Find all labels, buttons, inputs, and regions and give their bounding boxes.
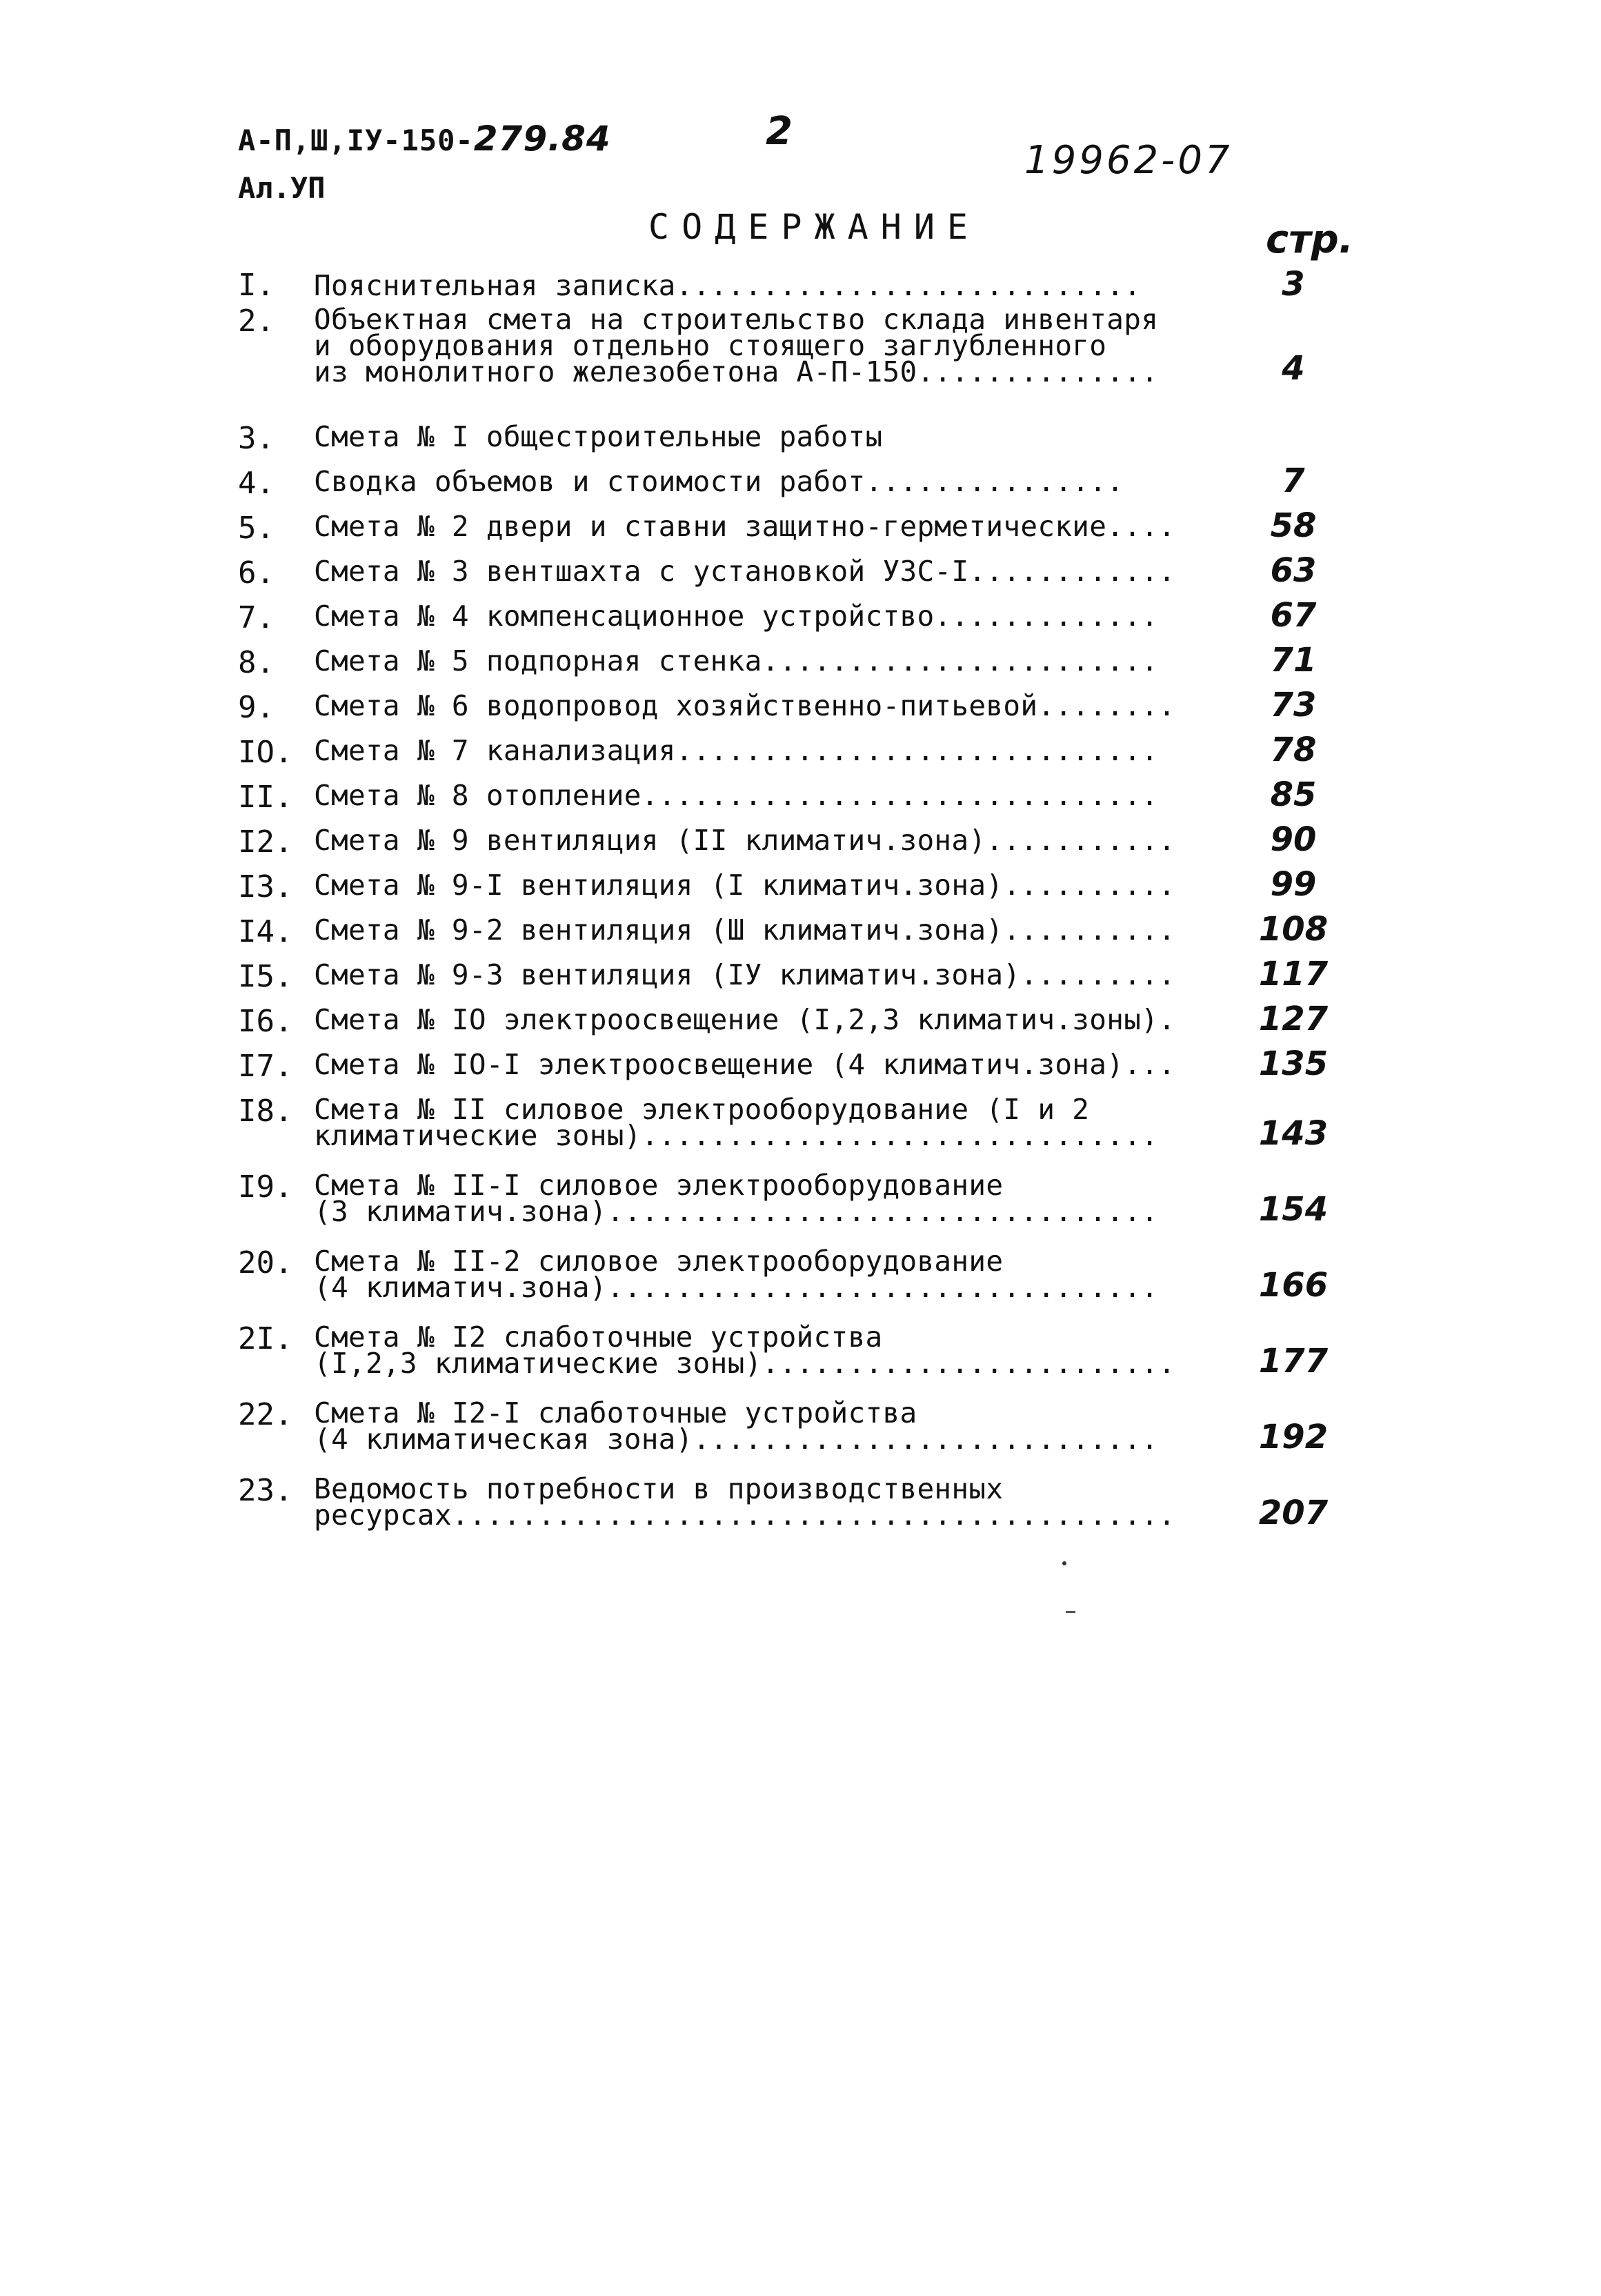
stray-mark-dot xyxy=(1062,1561,1066,1565)
toc-item-number: 7. xyxy=(238,600,275,635)
toc-item-page: 78 xyxy=(1270,731,1317,769)
toc-item-text: Пояснительная записка........................... xyxy=(314,269,1142,302)
toc-item-page: 71 xyxy=(1270,641,1317,680)
toc-item-number: I9. xyxy=(238,1169,293,1205)
toc-item-text: Смета № 2 двери и ставни защитно-герметические.... xyxy=(314,510,1176,543)
toc-item-number: I5. xyxy=(238,959,293,994)
toc-item-page: 108 xyxy=(1258,910,1329,949)
toc-item-page: 192 xyxy=(1258,1418,1329,1456)
toc-item-number: 6. xyxy=(238,555,275,591)
toc-item-page: 117 xyxy=(1258,955,1329,993)
document-code-handwritten: 279.84 xyxy=(473,119,611,159)
toc-item-number: IO. xyxy=(238,735,293,770)
toc-item-page: 4 xyxy=(1282,349,1305,388)
page-column-label: стр. xyxy=(1266,217,1354,262)
toc-item-text: Смета № 5 подпорная стенка....................... xyxy=(314,644,1159,677)
toc-item-text: Смета № 6 водопровод хозяйственно-питьевой........ xyxy=(314,689,1176,722)
toc-item-text: Смета № IO-I электроосвещение (4 климатич.зона)... xyxy=(314,1048,1176,1081)
page-number: 2 xyxy=(766,109,793,154)
toc-item-text: Смета № II-I силовое электрооборудование (3 климатич.зона)................................ xyxy=(314,1169,1159,1228)
toc-item-text: Сводка объемов и стоимости работ............... xyxy=(314,465,1124,498)
toc-item-text: Смета № 9-I вентиляция (I климатич.зона).......... xyxy=(314,869,1176,902)
toc-item-number: II. xyxy=(238,780,293,815)
toc-item-text: Смета № 9-2 вентиляция (Ш климатич.зона).......... xyxy=(314,913,1176,947)
toc-item-number: I. xyxy=(238,268,275,303)
toc-item-page: 143 xyxy=(1258,1114,1329,1153)
toc-item-page: 85 xyxy=(1270,775,1317,814)
toc-item-page: 166 xyxy=(1258,1266,1329,1305)
toc-item-number: 4. xyxy=(238,466,275,501)
toc-item-number: I6. xyxy=(238,1004,293,1039)
toc-item-number: I3. xyxy=(238,869,293,904)
toc-item-number: 20. xyxy=(238,1245,293,1280)
toc-item-number: I2. xyxy=(238,824,293,860)
toc-item-text: Ведомость потребности в производственных ресурсах.......................................... xyxy=(314,1472,1176,1532)
toc-item-number: 2I. xyxy=(238,1321,293,1356)
toc-item-text: Смета № 9-3 вентиляция (ІУ климатич.зона)......... xyxy=(314,958,1176,991)
toc-item-page: 99 xyxy=(1270,865,1317,904)
toc-item-page: 63 xyxy=(1270,551,1317,590)
toc-item-text: Смета № I общестроительные работы xyxy=(314,420,883,453)
toc-item-text: Смета № II силовое электрооборудование (I и 2 климатические зоны).............................. xyxy=(314,1093,1159,1152)
toc-item-number: 8. xyxy=(238,645,275,680)
toc-item-page: 3 xyxy=(1282,265,1305,304)
toc-item-page: 90 xyxy=(1270,820,1317,859)
toc-item-text: Смета № IO электроосвещение (I,2,3 климатич.зоны). xyxy=(314,1003,1176,1036)
toc-item-text: Смета № 8 отопление.............................. xyxy=(314,779,1159,812)
toc-item-page: 177 xyxy=(1258,1342,1329,1380)
toc-item-page: 7 xyxy=(1282,462,1305,500)
toc-item-page: 127 xyxy=(1258,1000,1329,1038)
toc-item-number: 5. xyxy=(238,511,275,546)
toc-item-text: Смета № 4 компенсационное устройство............. xyxy=(314,600,1159,633)
archive-number: 19962-07 xyxy=(1024,138,1233,183)
toc-item-text: Смета № I2 слаботочные устройства (I,2,3 климатические зоны)........................ xyxy=(314,1320,1176,1380)
toc-item-number: I4. xyxy=(238,914,293,949)
document-code xyxy=(238,119,611,159)
toc-item-number: I7. xyxy=(238,1049,293,1084)
document-code-typed: А-П,Ш,ІУ-150- xyxy=(238,123,474,157)
toc-title: СОДЕРЖАНИЕ xyxy=(648,207,981,247)
toc-item-text: Смета № 7 канализация............................ xyxy=(314,734,1159,767)
toc-item-page: 58 xyxy=(1270,506,1317,545)
toc-item-text: Смета № II-2 силовое электрооборудование (4 климатич.зона)................................ xyxy=(314,1245,1159,1304)
toc-item-number: I8. xyxy=(238,1093,293,1129)
toc-item-number: 2. xyxy=(238,304,275,339)
toc-item-number: 23. xyxy=(238,1473,293,1508)
toc-item-page: 207 xyxy=(1258,1494,1329,1532)
toc-item-text: Смета № I2-I слаботочные устройства (4 климатическая зона)........................... xyxy=(314,1396,1159,1456)
toc-item-text: Смета № 3 вентшахта с установкой УЗС-I............ xyxy=(314,555,1176,588)
toc-item-text: Объектная смета на строительство склада инвентаря и оборудования отдельно стоящего заглубленного из монолитного железобетона А-П-150.............. xyxy=(314,303,1159,388)
stray-mark-dash xyxy=(1066,1611,1075,1613)
album-label: Ал.УП xyxy=(238,171,326,205)
toc-item-page: 73 xyxy=(1270,686,1317,724)
toc-item-page: 67 xyxy=(1270,596,1317,635)
toc-item-number: 3. xyxy=(238,421,275,456)
toc-item-page: 154 xyxy=(1258,1190,1329,1229)
toc-item-number: 22. xyxy=(238,1397,293,1432)
toc-item-number: 9. xyxy=(238,690,275,725)
toc-item-text: Смета № 9 вентиляция (II климатич.зона)........... xyxy=(314,824,1176,857)
toc-item-page: 135 xyxy=(1258,1045,1329,1083)
